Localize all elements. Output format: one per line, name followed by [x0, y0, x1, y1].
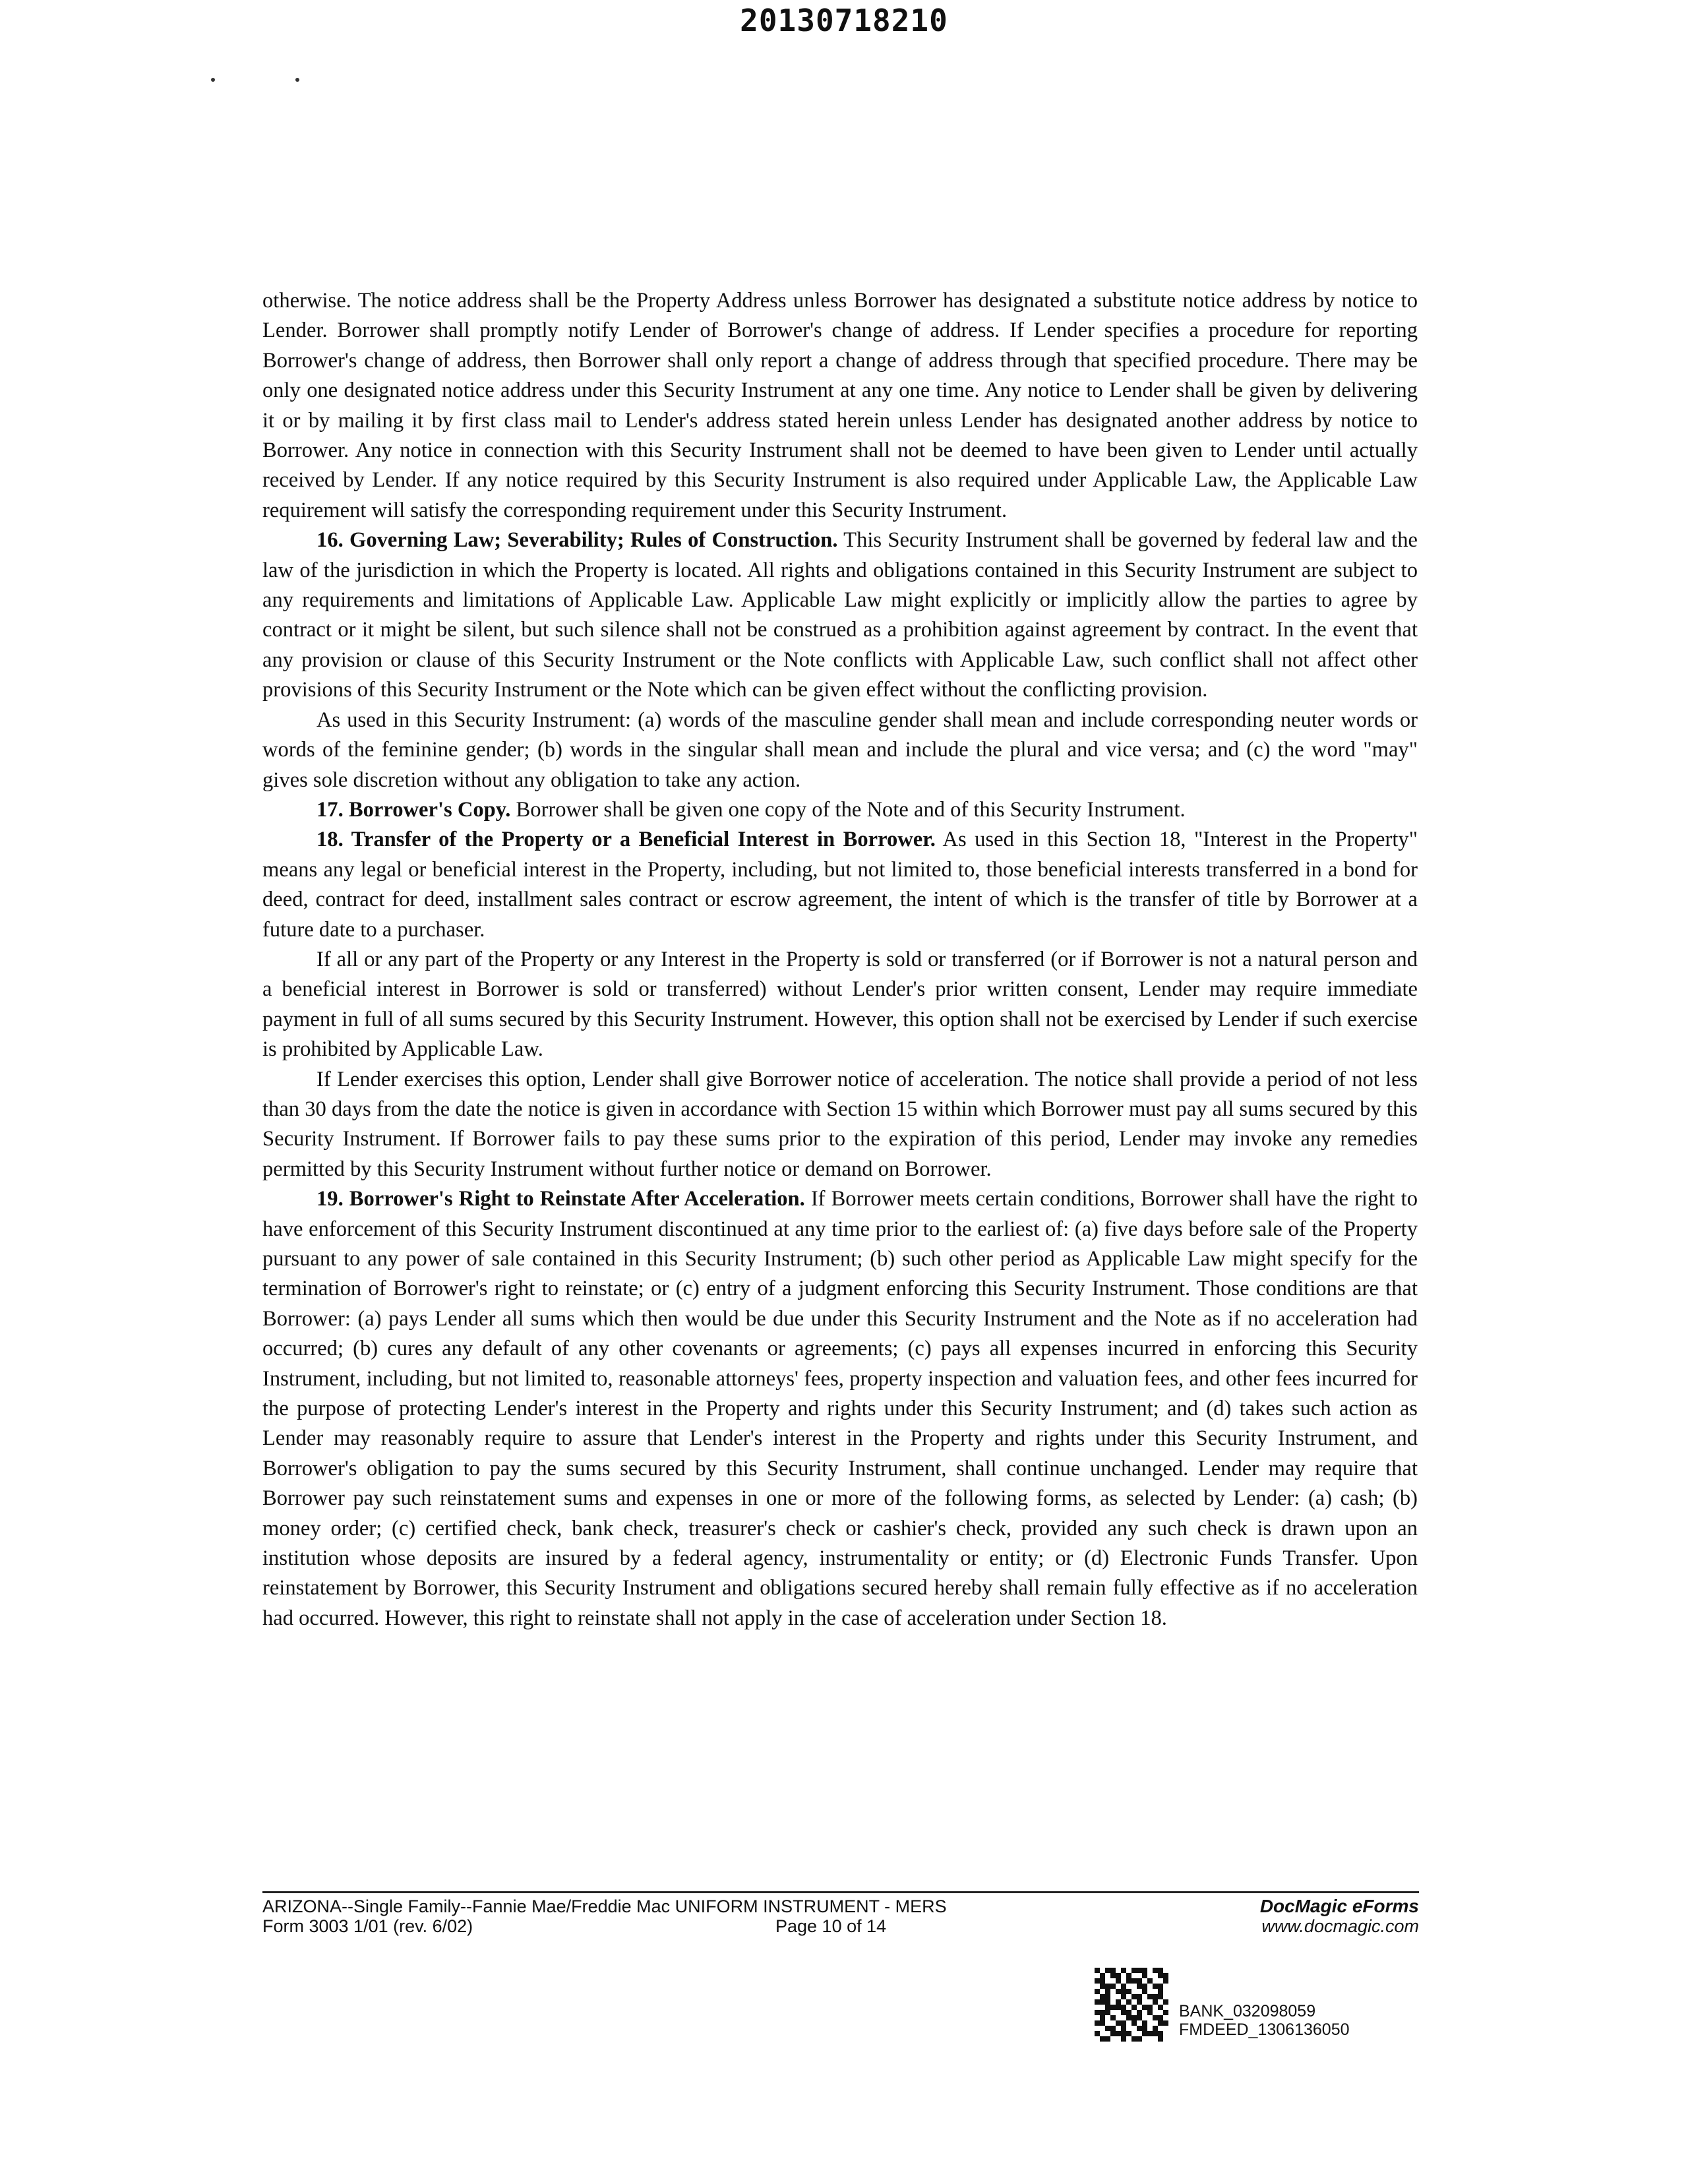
- paragraph-heading: 19. Borrower's Right to Reinstate After Acceleration.: [316, 1187, 805, 1211]
- paragraph-text: As used in this Security Instrument: (a) words of the masculine gender shall mean and include corresponding neuter words or words of the feminine gender; (b) words in the singular shall mean and include the plural and vice versa; and (c) the word "may" gives sole discretion without any obligation to take any action.: [262, 708, 1418, 792]
- deed-id: FMDEED_1306136050: [1179, 2020, 1350, 2039]
- form-number: Form 3003 1/01 (rev. 6/02): [262, 1916, 473, 1936]
- paragraph-text: As used in this Section 18, "Interest in the Property" means any legal or beneficial interest in the Property, including, but not limited to, those beneficial interests transferred in a bond for deed, contract for deed, installment sales contract or escrow agreement, the intent of which is the transfer of title by Borrower at a future date to a purchaser.: [262, 828, 1418, 942]
- paragraph-text: If Lender exercises this option, Lender shall give Borrower notice of acceleration. The notice shall provide a period of not less than 30 days from the date the notice is given in accordance with Section 15 within which Borrower must pay all sums secured by this Security Instrument. If Borrower fails to pay these sums prior to the expiration of this period, Lender may invoke any remedies permitted by this Security Instrument without further notice or demand on Borrower.: [262, 1067, 1418, 1181]
- paragraph: [262, 945, 1418, 1065]
- page-number: Page 10 of 14: [775, 1916, 887, 1936]
- paragraph-text: If all or any part of the Property or any Interest in the Property is sold or transferred (or if Borrower is not a natural person and a beneficial interest in Borrower is sold or transferred) without Lender's prior written consent, Lender may require immediate payment in full of all sums secured by this Security Instrument. However, this option shall not be exercised by Lender if such exercise is prohibited by Applicable Law.: [262, 947, 1418, 1062]
- paragraph-heading: 18. Transfer of the Property or a Beneficial Interest in Borrower.: [316, 828, 936, 852]
- brand-website: www.docmagic.com: [1261, 1916, 1419, 1936]
- paragraph: [262, 795, 1418, 825]
- paragraph: [262, 825, 1418, 945]
- paragraph-text: This Security Instrument shall be governed by federal law and the law of the jurisdiction in which the Property is located. All rights and obligations contained in this Security Instrument are subject to any requirements and limitations of Applicable Law. Applicable Law might explicitly or implicitly allow the parties to agree by contract or it might be silent, but such silence shall not be construed as a prohibition against agreement by contract. In the event that any provision or clause of this Security Instrument or the Note conflicts with Applicable Law, such conflict shall not affect other provisions of this Security Instrument or the Note which can be given effect without the conflicting provision.: [262, 528, 1418, 702]
- paragraph: [262, 1065, 1418, 1185]
- footer-divider: [262, 1891, 1419, 1893]
- scan-speck: [295, 78, 299, 82]
- scan-speck: [211, 78, 215, 82]
- paragraph: [262, 1184, 1418, 1633]
- paragraph-text: Borrower shall be given one copy of the Note and of this Security Instrument.: [510, 797, 1186, 822]
- barcode-labels: [1179, 2002, 1350, 2039]
- paragraph: [262, 526, 1418, 705]
- footer-brand: [1260, 1896, 1419, 1936]
- qr-code-icon: [1095, 1968, 1168, 2042]
- recording-number: 20130718210: [740, 3, 948, 38]
- paragraph-text: otherwise. The notice address shall be the Property Address unless Borrower has designated a substitute notice address by notice to Lender. Borrower shall promptly notify Lender of Borrower's change of address. If Lender specifies a procedure for reporting Borrower's change of address, then Borrower shall only report a change of address through that specified procedure. There may be only one designated notice address under this Security Instrument at any one time. Any notice to Lender shall be given by delivering it or by mailing it by first class mail to Lender's address stated herein unless Lender has designated another address by notice to Borrower. Any notice in connection with this Security Instrument shall not be deemed to have been given to Lender until actually received by Lender. If any notice required by this Security Instrument is also required under Applicable Law, the Applicable Law requirement will satisfy the corresponding requirement under this Security Instrument.: [262, 289, 1418, 522]
- paragraph: [262, 706, 1418, 795]
- paragraph: [262, 286, 1418, 526]
- bank-id: BANK_032098059: [1179, 2002, 1316, 2020]
- paragraph-text: If Borrower meets certain conditions, Borrower shall have the right to have enforcement of this Security Instrument discontinued at any time prior to the earliest of: (a) five days before sale of the Property pursuant to any power of sale contained in this Security Instrument; (b) such other period as Applicable Law might specify for the termination of Borrower's right to reinstate; or (c) entry of a judgment enforcing this Security Instrument. Those conditions are that Borrower: (a) pays Lender all sums which then would be due under this Security Instrument and the Note as if no acceleration had occurred; (b) cures any default of any other covenants or agreements; (c) pays all expenses incurred in enforcing this Security Instrument, including, but not limited to, reasonable attorneys' fees, property inspection and valuation fees, and other fees incurred for the purpose of protecting Lender's interest in the Property and rights under this Security Instrument; and (d) takes such action as Lender may reasonably require to assure that Lender's interest in the Property and rights under this Security Instrument, and Borrower's obligation to pay the sums secured by this Security Instrument, shall continue unchanged. Lender may require that Borrower pay such reinstatement sums and expenses in one or more of the following forms, as selected by Lender: (a) cash; (b) money order; (c) certified check, bank check, treasurer's check or cashier's check, provided any such check is drawn upon an institution whose deposits are insured by a federal agency, instrumentality or entity; or (d) Electronic Funds Transfer. Upon reinstatement by Borrower, this Security Instrument and obligations secured hereby shall remain fully effective as if no acceleration had occurred. However, this right to reinstate shall not apply in the case of acceleration under Section 18.: [262, 1187, 1418, 1630]
- form-title: ARIZONA--Single Family--Fannie Mae/Freddie Mac UNIFORM INSTRUMENT - MERS: [262, 1896, 947, 1916]
- document-body: [262, 286, 1418, 1633]
- paragraph-heading: 17. Borrower's Copy.: [316, 797, 511, 822]
- brand-logo: DocMagic eForms: [1259, 1896, 1419, 1916]
- paragraph-heading: 16. Governing Law; Severability; Rules of Construction.: [316, 528, 838, 553]
